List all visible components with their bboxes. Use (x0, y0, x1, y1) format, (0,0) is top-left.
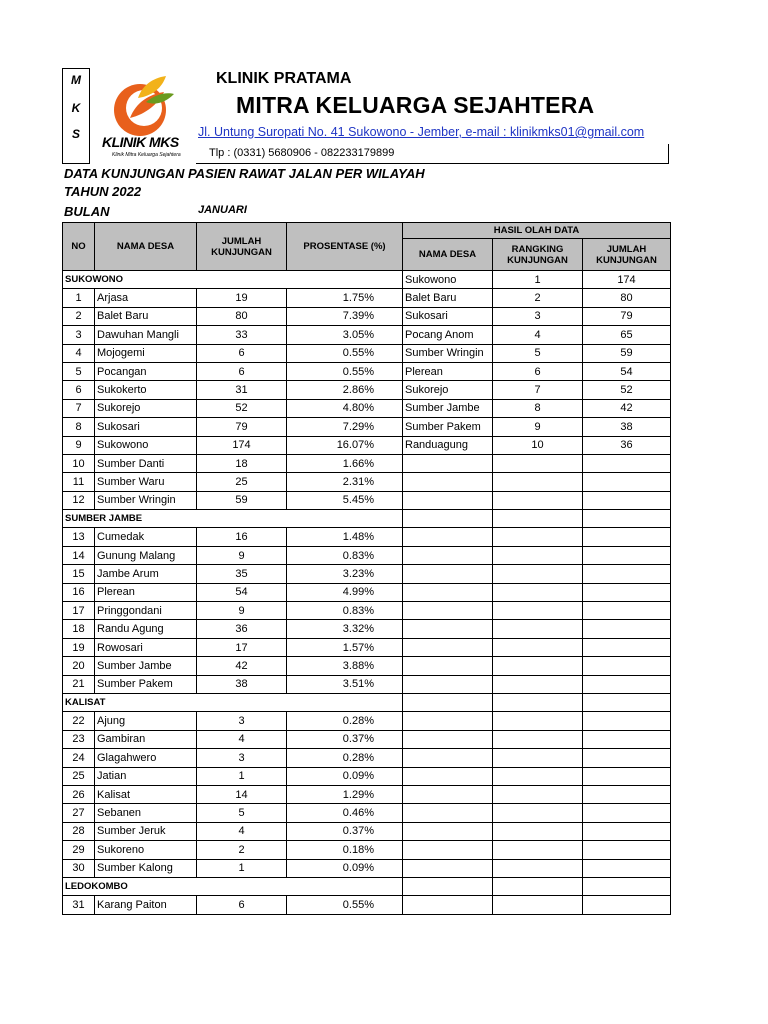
ranking-blank (403, 546, 493, 564)
row-desa: Dawuhan Mangli (95, 326, 197, 344)
ranking-blank (583, 602, 671, 620)
row-desa: Sumber Kalong (95, 859, 197, 877)
ranking-rank: 2 (493, 289, 583, 307)
month-value: JANUARI (198, 204, 247, 216)
ranking-blank (583, 767, 671, 785)
clinic-name: MITRA KELUARGA SEJAHTERA (236, 92, 595, 118)
row-desa: Sukoreno (95, 841, 197, 859)
ranking-blank (403, 602, 493, 620)
ranking-blank (583, 528, 671, 546)
row-desa: Cumedak (95, 528, 197, 546)
row-no: 5 (63, 362, 95, 380)
ranking-rank: 3 (493, 307, 583, 325)
ranking-blank (403, 841, 493, 859)
row-persen: 1.57% (287, 638, 403, 656)
row-persen: 16.07% (287, 436, 403, 454)
row-desa: Karang Paiton (95, 896, 197, 914)
row-jumlah: 38 (197, 675, 287, 693)
row-jumlah: 42 (197, 657, 287, 675)
ranking-blank (403, 804, 493, 822)
row-jumlah: 2 (197, 841, 287, 859)
row-no: 22 (63, 712, 95, 730)
section-row (63, 510, 671, 528)
row-desa: Balet Baru (95, 307, 197, 325)
row-persen: 3.32% (287, 620, 403, 638)
table-row (63, 620, 671, 638)
row-persen: 0.09% (287, 767, 403, 785)
row-jumlah: 19 (197, 289, 287, 307)
row-jumlah: 1 (197, 767, 287, 785)
row-desa: Glagahwero (95, 749, 197, 767)
row-jumlah: 9 (197, 546, 287, 564)
row-persen: 0.46% (287, 804, 403, 822)
ranking-blank (583, 638, 671, 656)
ranking-blank (493, 767, 583, 785)
row-persen: 0.28% (287, 712, 403, 730)
row-jumlah: 3 (197, 712, 287, 730)
ranking-blank (403, 749, 493, 767)
ranking-blank (403, 454, 493, 472)
ranking-jumlah: 65 (583, 326, 671, 344)
ranking-blank (493, 528, 583, 546)
ranking-jumlah: 42 (583, 399, 671, 417)
ranking-jumlah: 59 (583, 344, 671, 362)
ranking-blank (493, 454, 583, 472)
row-no: 13 (63, 528, 95, 546)
ranking-blank (493, 749, 583, 767)
row-jumlah: 5 (197, 804, 287, 822)
table-row (63, 418, 671, 436)
ranking-desa: Sumber Wringin (403, 344, 493, 362)
ranking-blank (583, 675, 671, 693)
ranking-blank (583, 473, 671, 491)
ranking-blank (493, 822, 583, 840)
row-desa: Mojogemi (95, 344, 197, 362)
ranking-blank (583, 896, 671, 914)
ranking-desa: Sukosari (403, 307, 493, 325)
header-nama-desa: NAMA DESA (95, 223, 197, 271)
ranking-blank (403, 767, 493, 785)
ranking-blank (583, 454, 671, 472)
row-no: 14 (63, 546, 95, 564)
ranking-rank: 1 (493, 271, 583, 289)
table-row (63, 657, 671, 675)
ranking-blank (493, 546, 583, 564)
row-persen: 3.23% (287, 565, 403, 583)
ranking-blank (493, 693, 583, 711)
table-row (63, 326, 671, 344)
ranking-rank: 10 (493, 436, 583, 454)
row-no: 17 (63, 602, 95, 620)
row-jumlah: 6 (197, 896, 287, 914)
row-no: 30 (63, 859, 95, 877)
ranking-rank: 5 (493, 344, 583, 362)
clinic-phone: Tlp : (0331) 5680906 - 082233179899 (209, 147, 395, 159)
table-row (63, 785, 671, 803)
row-no: 7 (63, 399, 95, 417)
row-no: 9 (63, 436, 95, 454)
row-jumlah: 9 (197, 602, 287, 620)
row-desa: Sumber Jambe (95, 657, 197, 675)
row-no: 1 (63, 289, 95, 307)
header-ranking: RANGKING KUNJUNGAN (493, 239, 583, 271)
row-jumlah: 14 (197, 785, 287, 803)
row-desa: Sumber Danti (95, 454, 197, 472)
ranking-blank (583, 785, 671, 803)
ranking-desa: Sumber Jambe (403, 399, 493, 417)
row-jumlah: 6 (197, 362, 287, 380)
header-ranking-jumlah: JUMLAH KUNJUNGAN (583, 239, 671, 271)
section-name: LEDOKOMBO (63, 877, 403, 895)
mks-letter-s: S (71, 127, 80, 141)
row-persen: 0.83% (287, 602, 403, 620)
row-jumlah: 1 (197, 859, 287, 877)
table-row (63, 344, 671, 362)
row-desa: Sumber Pakem (95, 675, 197, 693)
table-row (63, 546, 671, 564)
row-no: 28 (63, 822, 95, 840)
ranking-blank (583, 859, 671, 877)
row-no: 15 (63, 565, 95, 583)
row-persen: 0.83% (287, 546, 403, 564)
row-no: 21 (63, 675, 95, 693)
table-row (63, 565, 671, 583)
ranking-blank (493, 730, 583, 748)
mks-letter-box (62, 68, 90, 164)
ranking-blank (403, 822, 493, 840)
ranking-rank: 4 (493, 326, 583, 344)
ranking-blank (403, 675, 493, 693)
row-persen: 0.55% (287, 362, 403, 380)
row-persen: 0.55% (287, 896, 403, 914)
ranking-blank (403, 510, 493, 528)
row-persen: 0.55% (287, 344, 403, 362)
ranking-desa: Randuagung (403, 436, 493, 454)
table-row (63, 822, 671, 840)
ranking-blank (583, 804, 671, 822)
header-jumlah: JUMLAH KUNJUNGAN (197, 223, 287, 271)
ranking-jumlah: 174 (583, 271, 671, 289)
ranking-blank (493, 583, 583, 601)
row-no: 29 (63, 841, 95, 859)
table-row (63, 602, 671, 620)
row-desa: Sebanen (95, 804, 197, 822)
ranking-blank (403, 693, 493, 711)
header-prosentase: PROSENTASE (%) (287, 223, 403, 271)
row-persen: 1.66% (287, 454, 403, 472)
row-persen: 2.86% (287, 381, 403, 399)
table-row (63, 454, 671, 472)
clinic-type: KLINIK PRATAMA (216, 70, 352, 87)
row-jumlah: 25 (197, 473, 287, 491)
section-row (63, 693, 671, 711)
ranking-blank (403, 638, 493, 656)
ranking-blank (583, 730, 671, 748)
section-name: KALISAT (63, 693, 403, 711)
table-row (63, 767, 671, 785)
row-persen: 2.31% (287, 473, 403, 491)
row-jumlah: 36 (197, 620, 287, 638)
row-no: 10 (63, 454, 95, 472)
row-persen: 1.75% (287, 289, 403, 307)
row-desa: Sumber Jeruk (95, 822, 197, 840)
row-no: 2 (63, 307, 95, 325)
row-desa: Jambe Arum (95, 565, 197, 583)
visit-table (62, 222, 671, 915)
ranking-blank (493, 491, 583, 509)
row-no: 12 (63, 491, 95, 509)
clinic-address-link[interactable]: Jl. Untung Suropati No. 41 Sukowono - Jember, e-mail : klinikmks01@gmail.com (198, 125, 645, 139)
table-row (63, 473, 671, 491)
row-no: 19 (63, 638, 95, 656)
row-desa: Gunung Malang (95, 546, 197, 564)
row-desa: Randu Agung (95, 620, 197, 638)
row-persen: 7.39% (287, 307, 403, 325)
ranking-desa: Pocang Anom (403, 326, 493, 344)
row-jumlah: 18 (197, 454, 287, 472)
ranking-jumlah: 79 (583, 307, 671, 325)
row-persen: 5.45% (287, 491, 403, 509)
table-row (63, 381, 671, 399)
ranking-blank (403, 528, 493, 546)
ranking-blank (403, 491, 493, 509)
row-jumlah: 52 (197, 399, 287, 417)
table-row (63, 638, 671, 656)
row-no: 3 (63, 326, 95, 344)
ranking-jumlah: 80 (583, 289, 671, 307)
row-jumlah: 17 (197, 638, 287, 656)
row-desa: Sukokerto (95, 381, 197, 399)
ranking-rank: 9 (493, 418, 583, 436)
row-jumlah: 174 (197, 436, 287, 454)
row-jumlah: 16 (197, 528, 287, 546)
row-no: 6 (63, 381, 95, 399)
ranking-rank: 8 (493, 399, 583, 417)
ranking-blank (493, 473, 583, 491)
row-jumlah: 59 (197, 491, 287, 509)
header-no: NO (63, 223, 95, 271)
row-persen: 1.48% (287, 528, 403, 546)
ranking-blank (583, 657, 671, 675)
row-jumlah: 80 (197, 307, 287, 325)
table-row (63, 289, 671, 307)
table-row (63, 399, 671, 417)
ranking-blank (493, 620, 583, 638)
ranking-blank (403, 565, 493, 583)
ranking-rank: 6 (493, 362, 583, 380)
header-ranking-nama-desa: NAMA DESA (403, 239, 493, 271)
ranking-rank: 7 (493, 381, 583, 399)
table-row (63, 307, 671, 325)
row-desa: Arjasa (95, 289, 197, 307)
row-jumlah: 4 (197, 730, 287, 748)
table-row (63, 491, 671, 509)
row-persen: 3.05% (287, 326, 403, 344)
section-row (63, 877, 671, 895)
row-jumlah: 33 (197, 326, 287, 344)
ranking-blank (583, 546, 671, 564)
mks-letter-k: K (71, 101, 81, 115)
ranking-blank (583, 877, 671, 895)
header-divider-vertical (668, 144, 669, 164)
row-desa: Plerean (95, 583, 197, 601)
ranking-blank (493, 675, 583, 693)
ranking-desa: Sukorejo (403, 381, 493, 399)
ranking-desa: Sukowono (403, 271, 493, 289)
row-persen: 3.51% (287, 675, 403, 693)
mks-letter-m: M (71, 73, 81, 87)
ranking-blank (493, 785, 583, 803)
ranking-blank (493, 804, 583, 822)
row-no: 31 (63, 896, 95, 914)
table-row (63, 896, 671, 914)
ranking-jumlah: 52 (583, 381, 671, 399)
ranking-blank (493, 877, 583, 895)
table-body (63, 271, 671, 915)
row-jumlah: 35 (197, 565, 287, 583)
table-row (63, 362, 671, 380)
row-desa: Kalisat (95, 785, 197, 803)
ranking-blank (403, 657, 493, 675)
row-desa: Sukorejo (95, 399, 197, 417)
ranking-blank (403, 785, 493, 803)
table-row (63, 528, 671, 546)
row-persen: 1.29% (287, 785, 403, 803)
table-row (63, 712, 671, 730)
row-persen: 4.99% (287, 583, 403, 601)
logo-subtext: Klinik Mitra Keluarga Sejahtera (112, 152, 181, 158)
logo-text: KLINIK MKS (102, 134, 179, 150)
ranking-blank (583, 510, 671, 528)
row-no: 26 (63, 785, 95, 803)
row-no: 24 (63, 749, 95, 767)
ranking-blank (493, 896, 583, 914)
table-row (63, 749, 671, 767)
table-row (63, 804, 671, 822)
month-label: BULAN (64, 204, 110, 219)
row-desa: Gambiran (95, 730, 197, 748)
ranking-blank (583, 620, 671, 638)
header-divider (196, 163, 669, 164)
header-hasil-olah-data: HASIL OLAH DATA (403, 223, 671, 239)
ranking-blank (493, 712, 583, 730)
ranking-blank (403, 583, 493, 601)
report-title: DATA KUNJUNGAN PASIEN RAWAT JALAN PER WILAYAH (64, 166, 425, 181)
row-no: 23 (63, 730, 95, 748)
row-persen: 7.29% (287, 418, 403, 436)
row-persen: 0.37% (287, 730, 403, 748)
clinic-logo (92, 68, 196, 164)
report-year: TAHUN 2022 (64, 184, 142, 199)
ranking-jumlah: 54 (583, 362, 671, 380)
row-no: 4 (63, 344, 95, 362)
ranking-blank (403, 473, 493, 491)
row-jumlah: 4 (197, 822, 287, 840)
ranking-blank (583, 749, 671, 767)
ranking-desa: Balet Baru (403, 289, 493, 307)
section-row (63, 271, 671, 289)
ranking-jumlah: 38 (583, 418, 671, 436)
ranking-blank (583, 491, 671, 509)
row-no: 16 (63, 583, 95, 601)
ranking-blank (403, 859, 493, 877)
row-persen: 4.80% (287, 399, 403, 417)
row-jumlah: 54 (197, 583, 287, 601)
row-desa: Sumber Waru (95, 473, 197, 491)
ranking-blank (583, 583, 671, 601)
row-jumlah: 3 (197, 749, 287, 767)
section-name: SUMBER JAMBE (63, 510, 403, 528)
ranking-desa: Sumber Pakem (403, 418, 493, 436)
ranking-desa: Plerean (403, 362, 493, 380)
ranking-jumlah: 36 (583, 436, 671, 454)
row-no: 8 (63, 418, 95, 436)
ranking-blank (493, 638, 583, 656)
row-persen: 0.18% (287, 841, 403, 859)
ranking-blank (403, 620, 493, 638)
row-desa: Pocangan (95, 362, 197, 380)
table-row (63, 730, 671, 748)
ranking-blank (403, 896, 493, 914)
row-desa: Ajung (95, 712, 197, 730)
table-row (63, 436, 671, 454)
row-desa: Rowosari (95, 638, 197, 656)
section-name: SUKOWONO (63, 271, 403, 289)
row-no: 27 (63, 804, 95, 822)
ranking-blank (583, 693, 671, 711)
ranking-blank (403, 877, 493, 895)
table-row (63, 583, 671, 601)
row-desa: Sukosari (95, 418, 197, 436)
ranking-blank (493, 657, 583, 675)
ranking-blank (583, 712, 671, 730)
table-row (63, 841, 671, 859)
row-persen: 0.09% (287, 859, 403, 877)
row-no: 20 (63, 657, 95, 675)
row-jumlah: 6 (197, 344, 287, 362)
ranking-blank (493, 602, 583, 620)
ranking-blank (583, 841, 671, 859)
ranking-blank (583, 565, 671, 583)
row-no: 18 (63, 620, 95, 638)
row-no: 11 (63, 473, 95, 491)
row-persen: 0.37% (287, 822, 403, 840)
ranking-blank (493, 859, 583, 877)
row-desa: Sukowono (95, 436, 197, 454)
ranking-blank (583, 822, 671, 840)
ranking-blank (403, 730, 493, 748)
row-desa: Pringgondani (95, 602, 197, 620)
row-no: 25 (63, 767, 95, 785)
row-jumlah: 79 (197, 418, 287, 436)
ranking-blank (493, 565, 583, 583)
row-persen: 0.28% (287, 749, 403, 767)
row-jumlah: 31 (197, 381, 287, 399)
ranking-blank (493, 510, 583, 528)
table-row (63, 859, 671, 877)
row-persen: 3.88% (287, 657, 403, 675)
table-row (63, 675, 671, 693)
row-desa: Jatian (95, 767, 197, 785)
ranking-blank (403, 712, 493, 730)
row-desa: Sumber Wringin (95, 491, 197, 509)
ranking-blank (493, 841, 583, 859)
